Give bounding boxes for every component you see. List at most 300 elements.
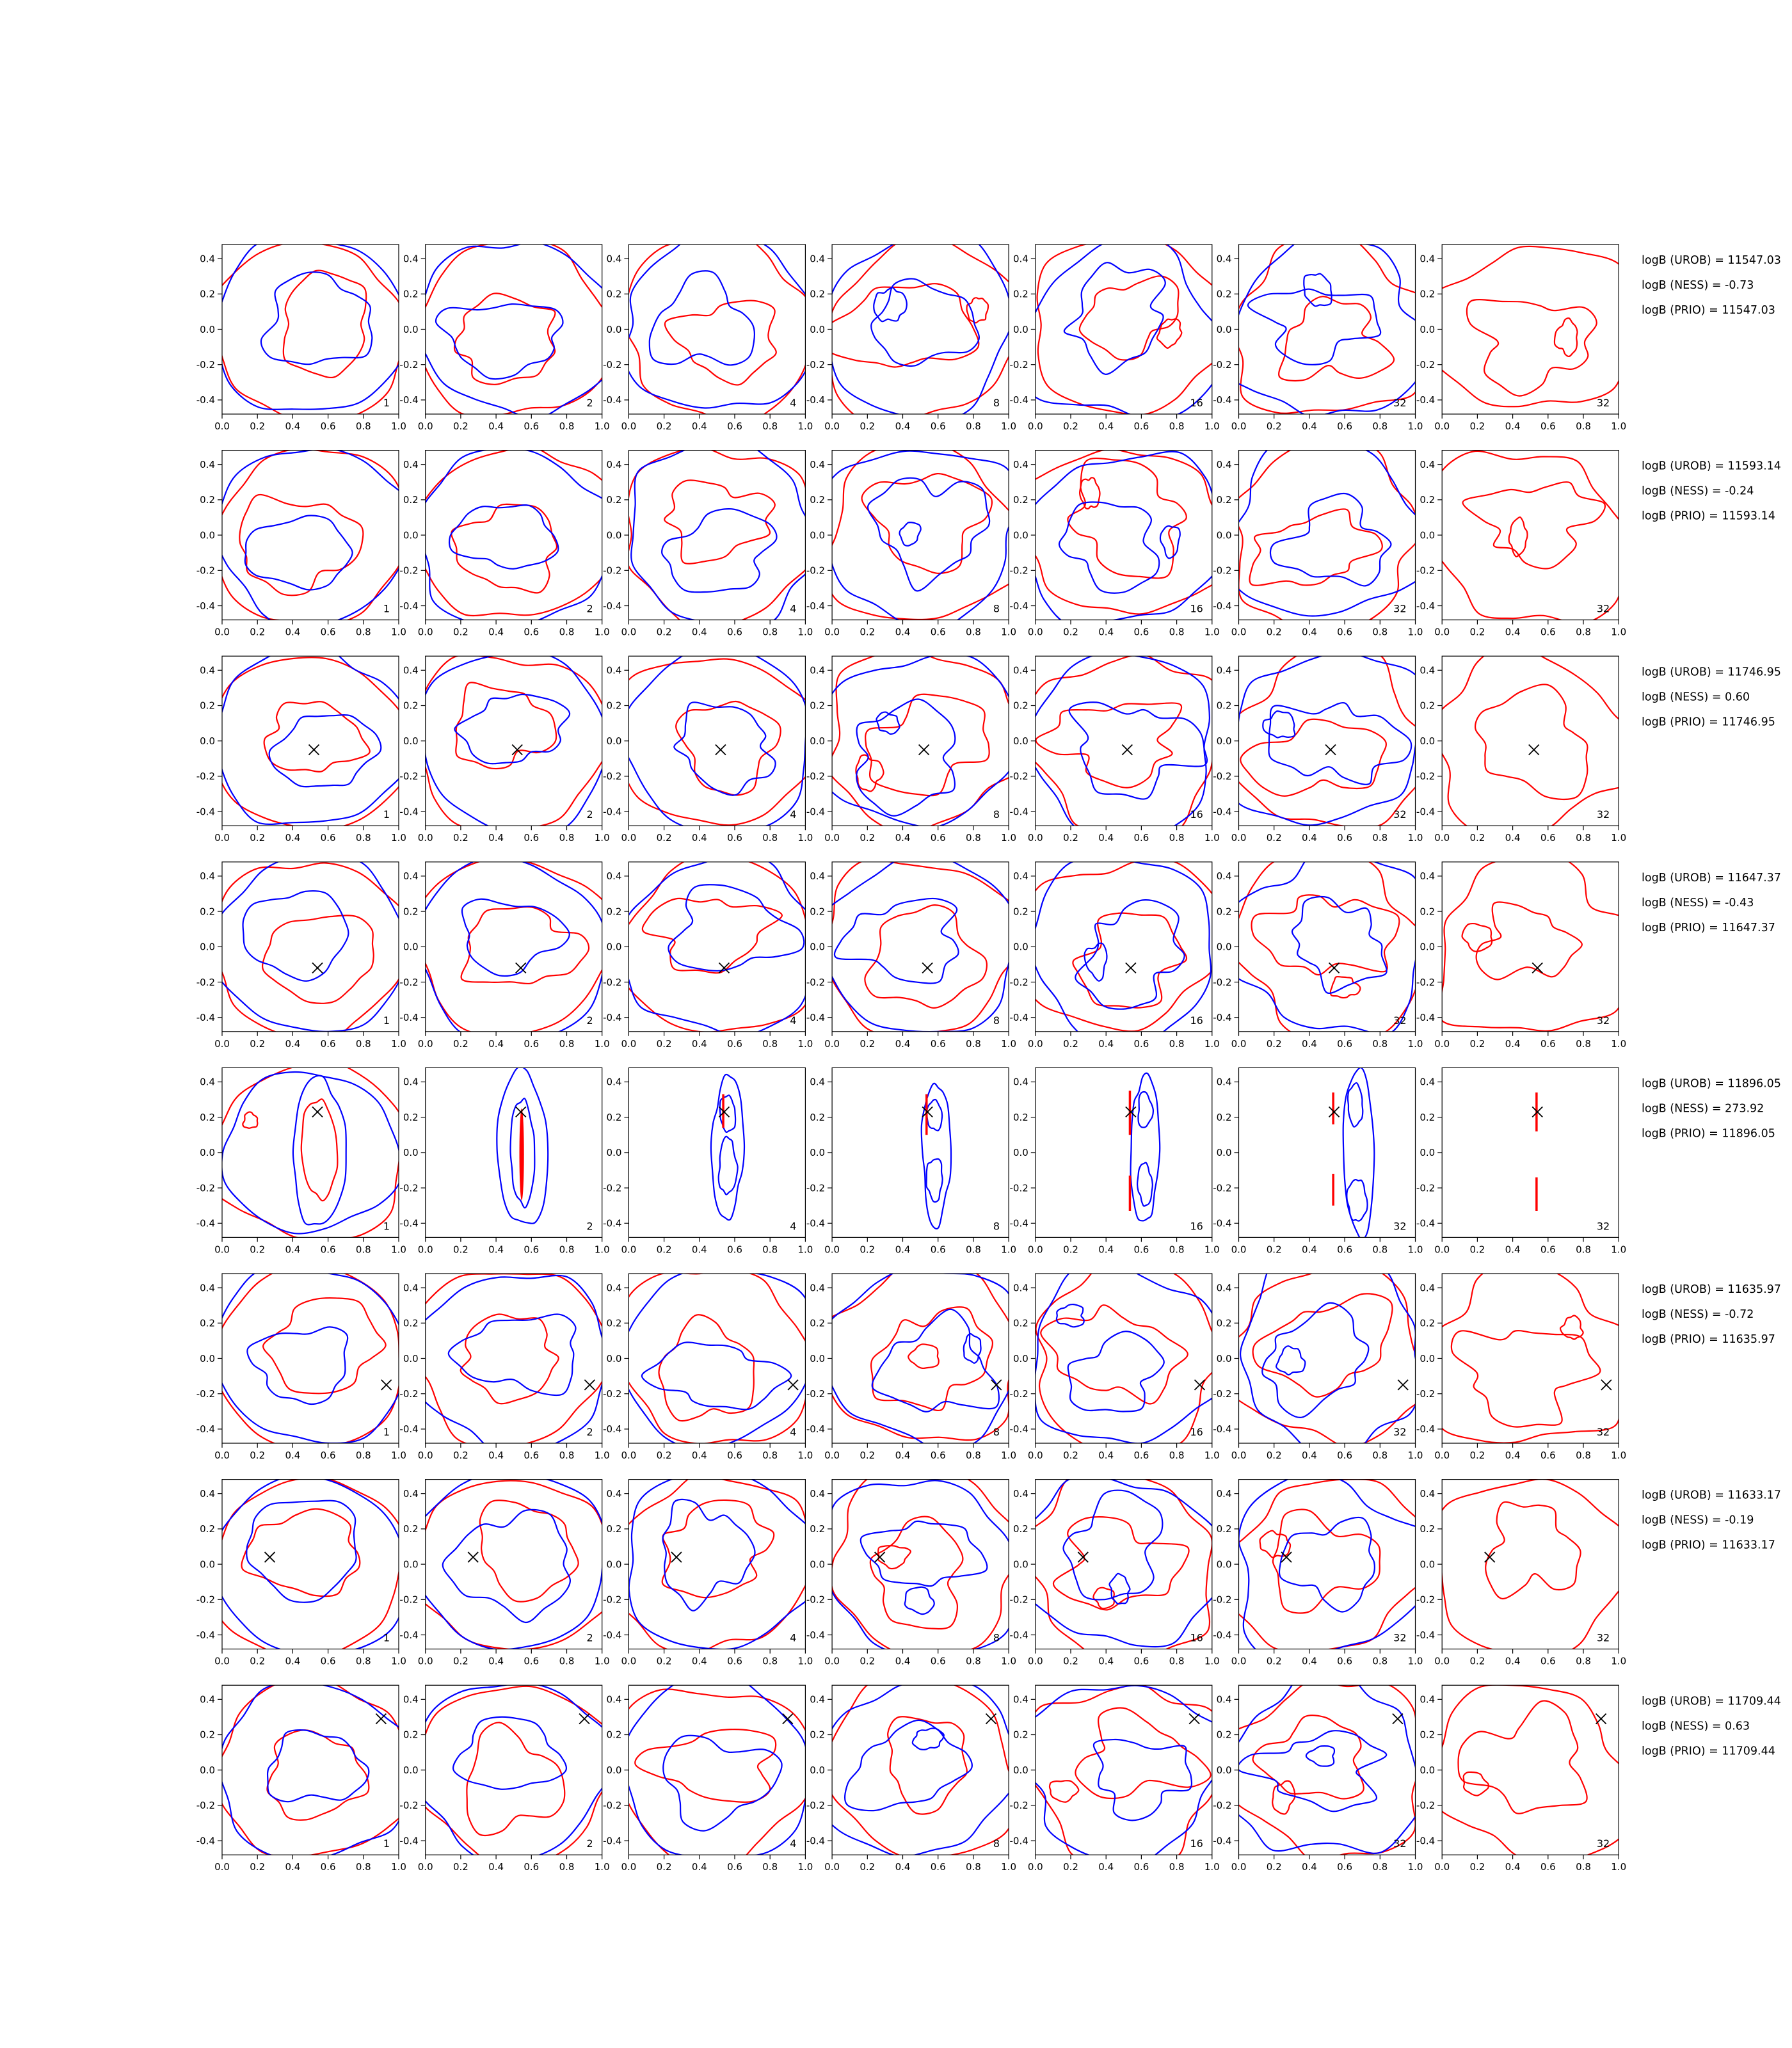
blue-contour [243,891,349,981]
x-tick-label: 0.8 [355,1244,371,1256]
red-contour [1427,451,1630,624]
x-tick-label: 0.8 [355,1655,371,1667]
red-contour [1439,852,1639,1031]
x-marker [1398,1380,1408,1390]
red-contour [216,1677,413,1856]
blue-contour [454,694,570,764]
x-tick-label: 0.0 [621,1655,637,1667]
red-contour [616,1270,812,1444]
y-tick-label: -0.4 [1213,1011,1232,1023]
y-tick-label: 0.0 [810,1147,826,1159]
subplot-r7c2 [399,1472,616,1667]
x-tick-label: 0.6 [930,1655,946,1667]
x-tick-label: 0.2 [1469,1655,1485,1667]
y-tick-label: -0.2 [806,976,826,988]
axes-box [628,1068,805,1237]
y-tick-label: 0.2 [200,1111,215,1123]
red-contour [616,854,815,1032]
x-tick-label: 0.8 [762,832,778,844]
y-tick-label: 0.2 [1216,288,1232,300]
y-tick-label: 0.4 [1420,458,1436,470]
y-tick-label: 0.2 [810,494,826,506]
subplot-r4c3 [603,852,815,1050]
y-tick-label: -0.4 [603,1217,622,1229]
x-tick-label: 1.0 [1001,420,1017,432]
x-tick-label: 0.0 [1027,626,1043,638]
blue-contour [861,1521,988,1586]
subplot-r3c2 [399,650,611,844]
y-tick-label: 0.2 [403,1729,419,1741]
y-tick-label: 0.0 [1012,529,1028,541]
axes-box [1442,1068,1619,1237]
blue-contour [1223,438,1434,616]
y-tick-label: 0.2 [810,288,826,300]
y-tick-label: -0.2 [1213,1800,1232,1812]
subplot-r5c3 [603,1068,813,1255]
blue-contour [269,715,381,787]
y-tick-label: -0.4 [603,1011,622,1023]
x-tick-label: 1.0 [797,1450,813,1461]
x-tick-label: 0.8 [1372,1244,1388,1256]
y-tick-label: -0.2 [806,771,826,783]
y-tick-label: -0.4 [399,1011,419,1023]
y-tick-label: 0.0 [1420,1764,1436,1776]
blue-contour [418,856,604,1044]
red-contour [665,301,776,385]
particle-count-label: 16 [1190,1220,1203,1233]
x-tick-label: 0.6 [930,420,946,432]
red-contour [264,701,370,772]
x-tick-label: 0.8 [559,1037,575,1050]
particle-count-label: 4 [790,1220,797,1233]
blue-contour [719,1137,738,1195]
red-contour [212,242,409,422]
y-tick-label: 0.4 [1216,1076,1232,1088]
red-contour [878,1546,911,1569]
particle-count-label: 4 [790,808,797,821]
x-tick-label: 0.0 [214,420,230,432]
y-tick-label: -0.4 [603,1629,622,1641]
x-tick-label: 0.8 [762,1037,778,1050]
x-tick-label: 0.2 [1469,1037,1485,1050]
particle-count-label: 32 [1596,397,1610,409]
y-tick-label: 0.2 [1420,700,1436,712]
x-tick-label: 0.0 [1434,420,1450,432]
y-tick-label: 0.2 [1420,1111,1436,1123]
x-marker [1325,745,1336,755]
blue-contour [964,1334,981,1363]
x-tick-label: 0.6 [1540,1450,1556,1461]
y-tick-label: 0.4 [810,870,826,883]
x-tick-label: 0.0 [214,1037,230,1050]
y-tick-label: 0.4 [810,1282,826,1294]
contour-layer [211,1475,406,1659]
x-tick-label: 0.6 [930,1450,946,1461]
contour-layer [1414,246,1636,406]
x-tick-label: 0.4 [285,1861,301,1873]
y-tick-label: -0.4 [1416,1011,1436,1023]
x-tick-label: 0.4 [1098,626,1114,638]
red-contour [1475,684,1587,799]
x-tick-label: 1.0 [391,1450,406,1461]
y-tick-label: 0.4 [606,1487,622,1500]
subplot-r1c4 [806,227,1023,432]
x-tick-label: 0.0 [417,1655,433,1667]
x-marker [919,745,929,755]
x-tick-label: 0.0 [1434,832,1450,844]
y-tick-label: -0.2 [196,1594,215,1606]
red-contour [1041,1305,1188,1404]
y-tick-label: 0.2 [1012,1111,1028,1123]
blue-contour [449,505,558,569]
x-tick-label: 0.2 [860,832,876,844]
y-tick-label: 0.2 [1420,1523,1436,1535]
x-tick-label: 0.2 [656,1037,672,1050]
y-tick-label: -0.2 [1213,1594,1232,1606]
subplot-r8c4 [806,1671,1026,1873]
y-tick-label: -0.2 [1009,358,1028,371]
y-tick-label: -0.2 [196,358,215,371]
x-tick-label: 0.2 [452,1450,468,1461]
subplot-r6c6 [1213,1256,1430,1461]
x-tick-label: 1.0 [797,1655,813,1667]
y-tick-label: 0.0 [1216,1764,1232,1776]
x-tick-label: 1.0 [1611,420,1627,432]
contour-layer [1130,1073,1160,1221]
x-tick-label: 0.8 [1576,1244,1591,1256]
y-tick-label: -0.2 [399,1182,419,1194]
red-contour [659,1315,754,1421]
x-marker [309,745,319,755]
row-annotation-urob: logB (UROB) = 11635.97 [1642,1283,1781,1297]
x-tick-label: 0.2 [860,626,876,638]
x-tick-label: 0.2 [1469,832,1485,844]
y-tick-label: 0.0 [1012,941,1028,953]
y-tick-label: -0.4 [196,394,215,406]
y-tick-label: -0.4 [1009,1835,1028,1847]
x-tick-label: 0.8 [1576,832,1591,844]
x-tick-label: 1.0 [391,1655,406,1667]
y-tick-label: -0.4 [1009,1011,1028,1023]
x-tick-label: 0.8 [1372,1450,1388,1461]
x-tick-label: 0.0 [417,420,433,432]
axes-box [1239,1480,1416,1649]
subplot-r5c5 [1010,1068,1220,1255]
row-annotation-prio: logB (PRIO) = 11633.17 [1642,1539,1775,1552]
y-tick-label: 0.4 [1012,870,1028,883]
x-tick-label: 0.4 [1505,1861,1521,1873]
particle-count-label: 16 [1190,1426,1203,1438]
contour-layer [408,1472,616,1649]
y-tick-label: -0.2 [399,771,419,783]
row-annotation-ness: logB (NESS) = 273.92 [1642,1102,1764,1116]
blue-contour [927,1100,942,1131]
red-contour [1436,1260,1632,1443]
x-tick-label: 0.6 [1133,1450,1149,1461]
y-tick-label: -0.2 [1416,771,1436,783]
y-tick-label: -0.4 [399,600,419,612]
x-tick-label: 0.0 [214,1450,230,1461]
x-tick-label: 0.4 [1505,626,1521,638]
red-contour [1253,1715,1364,1798]
y-tick-label: 0.4 [200,1693,215,1706]
y-tick-label: -0.2 [603,564,622,577]
x-tick-label: 0.0 [1434,1655,1450,1667]
particle-count-label: 8 [993,397,1000,409]
particle-count-label: 2 [586,1014,593,1027]
subplot-r7c5 [1007,1469,1235,1667]
x-tick-label: 0.4 [691,1244,707,1256]
y-tick-label: 0.2 [403,1111,419,1123]
particle-count-label: 1 [383,1426,390,1438]
axes-box [1036,1480,1212,1649]
particle-count-label: 8 [993,1631,1000,1644]
x-tick-label: 1.0 [391,1861,406,1873]
x-tick-label: 0.4 [488,420,504,432]
subplot-r7c1 [196,1475,406,1667]
blue-contour [1238,1731,1386,1811]
x-tick-label: 0.8 [1576,1450,1591,1461]
x-tick-label: 0.0 [1231,1244,1247,1256]
particle-count-label: 1 [383,1631,390,1644]
x-tick-label: 0.0 [214,1861,230,1873]
x-tick-label: 0.4 [691,626,707,638]
y-tick-label: 0.0 [1216,941,1232,953]
x-tick-label: 0.2 [1266,1037,1282,1050]
y-tick-label: -0.4 [806,1011,826,1023]
blue-contour [408,1472,605,1649]
x-tick-label: 0.0 [214,1655,230,1667]
x-tick-label: 0.2 [1469,1450,1485,1461]
x-tick-label: 0.2 [656,1655,672,1667]
axes-box [1239,1068,1416,1237]
x-tick-label: 0.6 [320,1655,336,1667]
y-tick-label: -0.2 [1416,1594,1436,1606]
x-tick-label: 0.6 [320,1037,336,1050]
blue-contour [1075,900,1184,1009]
red-contour [461,1314,559,1404]
contour-layer [1427,451,1630,624]
x-tick-label: 1.0 [797,1861,813,1873]
contour-layer [614,646,826,833]
y-tick-label: -0.2 [196,1388,215,1400]
red-contour [822,1261,1019,1440]
subplot-r8c7 [1416,1685,1640,1873]
x-tick-label: 1.0 [594,1037,610,1050]
y-tick-label: -0.2 [603,1594,622,1606]
subplot-r4c7 [1416,852,1640,1050]
x-tick-label: 0.6 [1133,626,1149,638]
x-tick-label: 0.8 [965,1244,981,1256]
x-tick-label: 0.4 [488,832,504,844]
particle-count-label: 4 [790,397,797,409]
x-tick-label: 1.0 [1407,626,1423,638]
red-contour [1462,924,1492,952]
y-tick-label: 0.0 [810,735,826,747]
y-tick-label: 0.2 [1216,1317,1232,1329]
contour-layer [1439,852,1639,1031]
red-contour [635,1729,776,1802]
y-tick-label: 0.2 [606,906,622,918]
contour-layer [620,1671,816,1872]
contour-layer [407,447,618,625]
x-tick-label: 0.8 [762,1450,778,1461]
x-tick-label: 0.2 [1266,1655,1282,1667]
particle-count-label: 4 [790,1426,797,1438]
x-marker [986,1714,996,1724]
y-tick-label: 0.2 [810,1317,826,1329]
blue-contour [1027,652,1210,845]
x-tick-label: 0.6 [727,1037,742,1050]
red-contour [1075,1708,1210,1798]
y-tick-label: -0.2 [196,1800,215,1812]
red-contour [1273,1510,1380,1613]
blue-contour [1109,1574,1130,1604]
red-contour [411,1481,617,1650]
x-tick-label: 0.0 [417,1861,433,1873]
x-marker [671,1552,682,1562]
x-tick-label: 1.0 [797,420,813,432]
red-contour [1053,1517,1189,1610]
x-tick-label: 0.4 [488,1655,504,1667]
x-tick-label: 0.0 [1027,420,1043,432]
x-tick-label: 1.0 [1001,1037,1017,1050]
red-contour [263,1298,386,1393]
blue-contour [212,1266,410,1443]
x-tick-label: 0.2 [250,1037,266,1050]
blue-contour [1035,1257,1232,1443]
y-tick-label: 0.2 [810,1111,826,1123]
x-tick-label: 0.8 [559,626,575,638]
y-tick-label: 0.4 [1420,1076,1436,1088]
x-tick-label: 0.2 [452,1244,468,1256]
red-contour [262,915,374,1003]
x-tick-label: 0.8 [965,1037,981,1050]
x-tick-label: 0.2 [1266,1861,1282,1873]
x-tick-label: 0.8 [1372,1861,1388,1873]
x-tick-label: 0.8 [762,626,778,638]
x-tick-label: 0.2 [1469,1244,1485,1256]
y-tick-label: 0.0 [1216,1352,1232,1364]
blue-contour [1263,711,1295,737]
x-tick-label: 1.0 [1001,1861,1017,1873]
y-tick-label: 0.0 [403,323,419,335]
x-tick-label: 0.8 [1169,1037,1185,1050]
red-contour [1037,237,1236,415]
x-tick-label: 0.0 [417,1037,433,1050]
particle-count-label: 32 [1393,1426,1407,1438]
blue-contour [820,451,1018,630]
x-tick-label: 0.6 [320,626,336,638]
y-tick-label: 0.0 [810,1764,826,1776]
red-contour [829,648,1034,833]
blue-contour [221,1072,401,1234]
x-tick-label: 0.2 [1063,626,1078,638]
y-tick-label: -0.2 [806,358,826,371]
x-tick-label: 0.8 [1372,1037,1388,1050]
x-tick-label: 0.4 [1301,1861,1317,1873]
axes-box [628,244,805,414]
particle-count-label: 16 [1190,1631,1203,1644]
x-marker [1189,1714,1199,1724]
x-tick-label: 1.0 [594,832,610,844]
contour-layer [820,443,1032,629]
y-tick-label: -0.2 [1416,358,1436,371]
y-tick-label: 0.4 [403,1487,419,1500]
x-tick-label: 0.8 [1169,420,1185,432]
particle-count-label: 32 [1393,397,1407,409]
axes-box [1036,656,1212,826]
y-tick-label: 0.2 [403,700,419,712]
y-tick-label: -0.4 [603,600,622,612]
subplot-r6c4 [806,1261,1019,1461]
blue-contour [674,702,775,795]
axes-box [222,1480,399,1649]
red-contour [908,1344,939,1368]
axes-box [832,1068,1009,1237]
axes-box [1239,1274,1416,1443]
particle-count-label: 1 [383,1220,390,1233]
x-tick-label: 0.4 [895,832,911,844]
x-marker [381,1380,392,1390]
contour-layer [611,1473,828,1653]
x-marker [788,1380,798,1390]
x-tick-label: 0.4 [895,1861,911,1873]
contour-layer [711,1075,744,1220]
x-tick-label: 0.6 [930,1037,946,1050]
y-tick-label: 0.0 [606,735,622,747]
x-tick-label: 1.0 [1001,1655,1017,1667]
blue-contour [261,272,372,364]
subplot-r7c7 [1416,1479,1636,1667]
x-tick-label: 1.0 [594,420,610,432]
red-contour [243,1112,257,1128]
subplot-r8c3 [603,1671,816,1873]
row-annotation-ness: logB (NESS) = -0.72 [1642,1308,1754,1322]
y-tick-label: -0.4 [1009,1217,1028,1229]
y-tick-label: 0.0 [1012,1147,1028,1159]
red-contour [620,1689,816,1872]
blue-contour [1131,1073,1160,1221]
x-tick-label: 0.8 [762,1655,778,1667]
x-tick-label: 1.0 [797,832,813,844]
axes-box [832,244,1009,414]
x-tick-label: 0.2 [250,1244,266,1256]
red-contour [662,1500,774,1597]
x-tick-label: 0.4 [691,1450,707,1461]
blue-contour [835,899,959,984]
x-tick-label: 0.6 [930,1244,946,1256]
x-marker [1596,1714,1606,1724]
row-annotation-urob: logB (UROB) = 11593.14 [1642,460,1781,473]
y-tick-label: 0.0 [200,735,215,747]
x-tick-label: 0.2 [656,1244,672,1256]
x-tick-label: 0.6 [1540,832,1556,844]
x-tick-label: 0.4 [285,626,301,638]
x-tick-label: 0.0 [621,1450,637,1461]
x-tick-label: 0.6 [1540,1244,1556,1256]
y-tick-label: 0.2 [606,494,622,506]
x-tick-label: 1.0 [1407,1037,1423,1050]
x-tick-label: 0.6 [320,832,336,844]
y-tick-label: -0.4 [806,600,826,612]
y-tick-label: -0.4 [196,600,215,612]
y-tick-label: 0.4 [606,870,622,883]
blue-contour [1021,452,1232,627]
y-tick-label: 0.2 [1216,494,1232,506]
x-tick-label: 1.0 [391,1037,406,1050]
particle-count-label: 8 [993,602,1000,615]
